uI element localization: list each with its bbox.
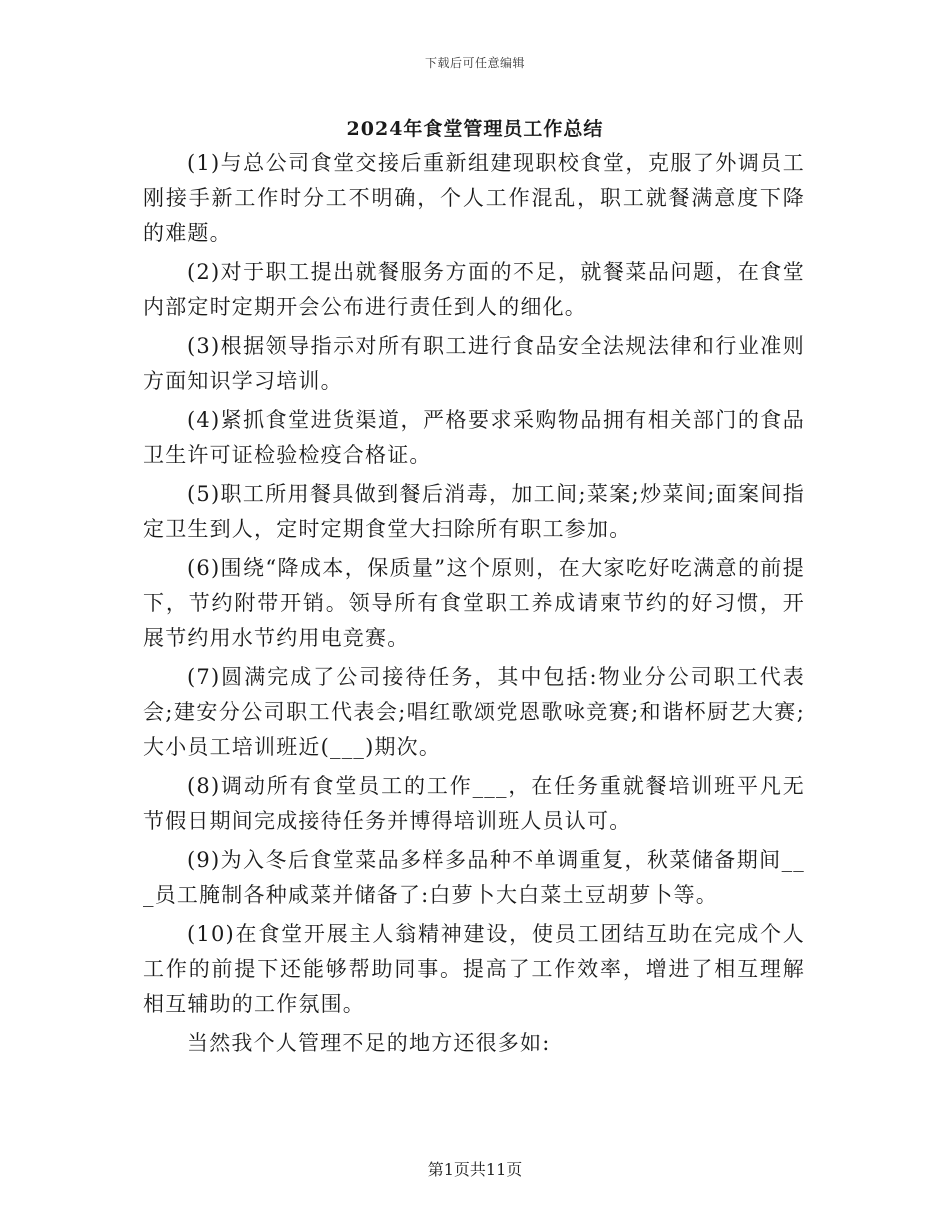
paragraph-2: (2)对于职工提出就餐服务方面的不足，就餐菜品问题，在食堂内部定时定期开会公布进行责任到人的细化。 — [143, 260, 805, 319]
paragraph-4: (4)紧抓食堂进货渠道，严格要求采购物品拥有相关部门的食品卫生许可证检验检疫合格证。 — [143, 408, 805, 467]
paragraph-6: (6)围绕“降成本，保质量”这个原则，在大家吃好吃满意的前提下，节约附带开销。领导所有食堂职工养成请柬节约的好习惯，开展节约用水节约用电竞赛。 — [143, 556, 805, 650]
paragraph-9: (9)为入冬后食堂菜品多样多品种不单调重复，秋菜储备期间___员工腌制各种咸菜并储备了:白萝卜大白菜土豆胡萝卜等。 — [143, 848, 805, 907]
paragraph-11: 当然我个人管理不足的地方还很多如: — [187, 1031, 551, 1055]
page-header-note: 下载后可任意编辑 — [424, 56, 525, 70]
paragraph-7: (7)圆满完成了公司接待任务，其中包括:物业分公司职工代表会;建安分公司职工代表会;唱红歌颂党恩歌咏竞赛;和谐杯厨艺大赛;大小员工培训班近(___)期次。 — [143, 665, 805, 759]
paragraph-8: (8)调动所有食堂员工的工作___，在任务重就餐培训班平凡无节假日期间完成接待任务并博得培训班人员认可。 — [143, 774, 805, 833]
paragraph-5: (5)职工所用餐具做到餐后消毒，加工间;菜案;炒菜间;面案间指定卫生到人，定时定期食堂大扫除所有职工参加。 — [143, 482, 805, 541]
document-title: 2024年食堂管理员工作总结 — [346, 118, 604, 140]
document-body — [143, 146, 805, 1065]
paragraph-3: (3)根据领导指示对所有职工进行食品安全法规法律和行业准则方面知识学习培训。 — [143, 334, 805, 393]
paragraph-1: (1)与总公司食堂交接后重新组建现职校食堂，克服了外调员工刚接手新工作时分工不明确，个人工作混乱，职工就餐满意度下降的难题。 — [143, 151, 805, 245]
page-number: 第1页共11页 — [427, 1160, 523, 1179]
paragraph-10: (10)在食堂开展主人翁精神建设，使员工团结互助在完成个人工作的前提下还能够帮助同事。提高了工作效率，增进了相互理解相互辅助的工作氛围。 — [143, 922, 805, 1016]
